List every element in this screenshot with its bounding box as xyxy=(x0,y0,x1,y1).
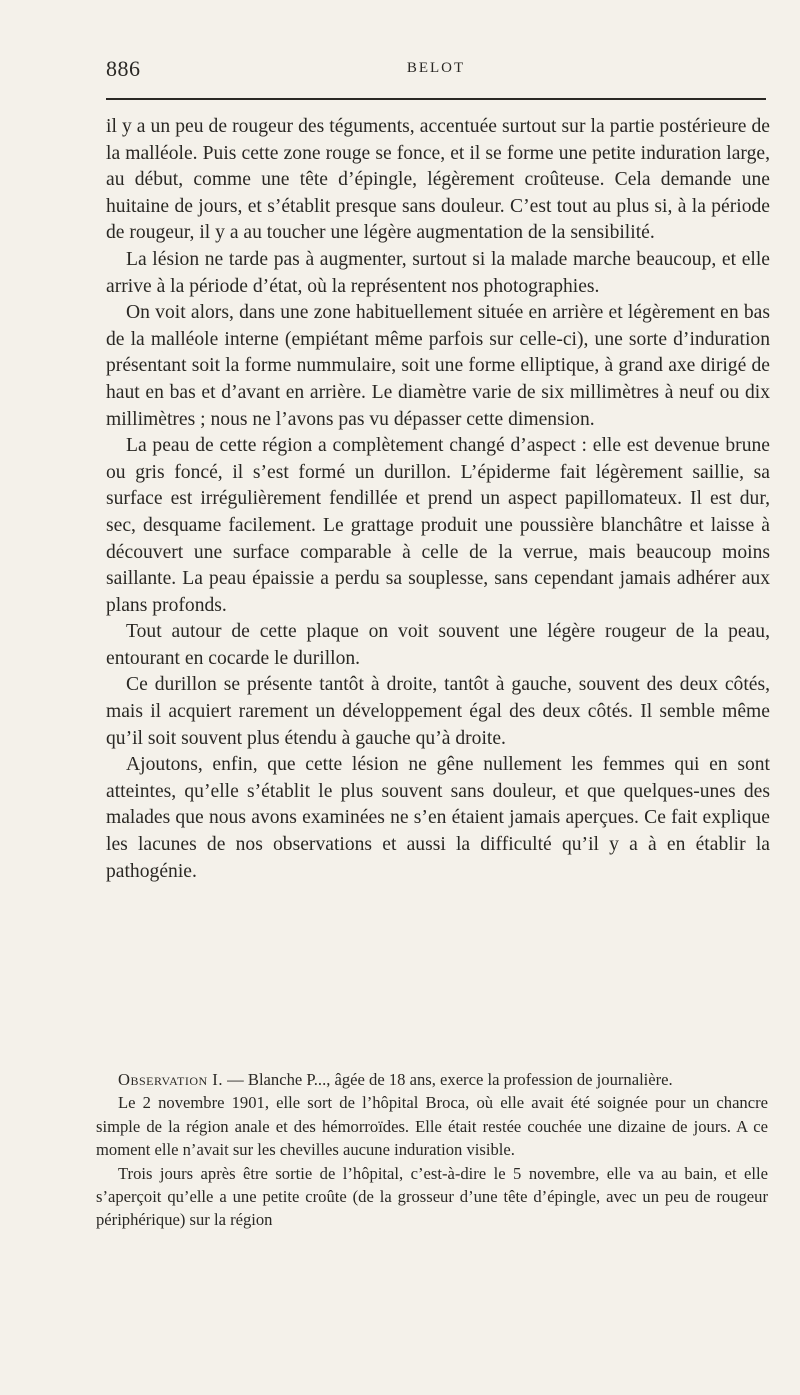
header-rule xyxy=(106,98,766,100)
paragraph: On voit alors, dans une zone habituellement située en arrière et légèrement en bas de la malléole interne (empiétant même parfois sur celle-ci), une sorte d’induration présentant soit la forme nummulaire, soit une forme elliptique, à grand axe dirigé de haut en bas et d’avant en arrière. Le diamètre varie de six millimètres à neuf ou dix millimètres ; nous ne l’avons pas vu dépasser cette dimension. xyxy=(106,302,770,430)
observation-intro xyxy=(96,1068,768,1091)
paragraph: Ajoutons, enfin, que cette lésion ne gêne nullement les femmes qui en sont atteintes, qu’elle s’établit le plus souvent sans douleur, et que quelques-unes des malades que nous avons examinées ne s’en étaient jamais aperçues. Ce fait explique les lacunes de nos observations et aussi la difficulté qu’il y a à en établir la pathogénie. xyxy=(106,754,770,882)
paragraph: La peau de cette région a complètement changé d’aspect : elle est devenue brune ou gris foncé, il s’est formé un durillon. L’épiderme fait légèrement saillie, sa surface est irrégulièrement fendillée et prend un aspect papillomateux. Il est dur, sec, desquame facilement. Le grattage produit une poussière blanchâtre et laisse à découvert une surface comparable à celle de la verrue, mais beaucoup moins saillante. La peau épaissie a perdu sa souplesse, sans cependant jamais adhérer aux plans profonds. xyxy=(106,435,770,616)
running-head: BELOT xyxy=(406,60,466,76)
observation-section xyxy=(96,1068,768,1232)
observation-intro-text: — Blanche P..., âgée de 18 ans, exerce la profession de journalière. xyxy=(222,1070,673,1089)
page-header xyxy=(106,56,766,92)
paragraph: il y a un peu de rougeur des téguments, accentuée surtout sur la partie postérieure de la malléole. Puis cette zone rouge se fonce, et il se forme une petite induration large, au début, comme une tête d’épingle, légèrement croûteuse. Cela demande une huitaine de jours, et s’établit presque sans douleur. C’est tout au plus si, à la période de rougeur, il y a au toucher une légère augmentation de la sensibilité. xyxy=(106,116,770,244)
observation-paragraph: Le 2 novembre 1901, elle sort de l’hôpital Broca, où elle avait été soignée pour un chancre simple de la région anale et des hémorroïdes. Elle était restée couchée une dizaine de jours. A ce moment elle n’avait sur les chevilles aucune induration visible. xyxy=(96,1093,768,1160)
observation-heading: Observation I. xyxy=(118,1070,223,1089)
page-number: 886 xyxy=(106,56,141,81)
paragraph: Ce durillon se présente tantôt à droite, tantôt à gauche, souvent des deux côtés, mais il acquiert rarement un développement égal des deux côtés. Il semble même qu’il soit souvent plus étendu à gauche qu’à droite. xyxy=(106,674,770,749)
paragraph: La lésion ne tarde pas à augmenter, surtout si la malade marche beaucoup, et elle arrive à la période d’état, où la représentent nos photographies. xyxy=(106,248,770,297)
paragraph: Tout autour de cette plaque on voit souvent une légère rougeur de la peau, entourant en cocarde le durillon. xyxy=(106,621,770,669)
observation-paragraph: Trois jours après être sortie de l’hôpital, c’est-à-dire le 5 novembre, elle va au bain, et elle s’aperçoit qu’elle a une petite croûte (de la grosseur d’une tête d’épingle, avec un peu de rougeur périphérique) sur la région xyxy=(96,1163,768,1230)
main-text xyxy=(106,114,770,885)
